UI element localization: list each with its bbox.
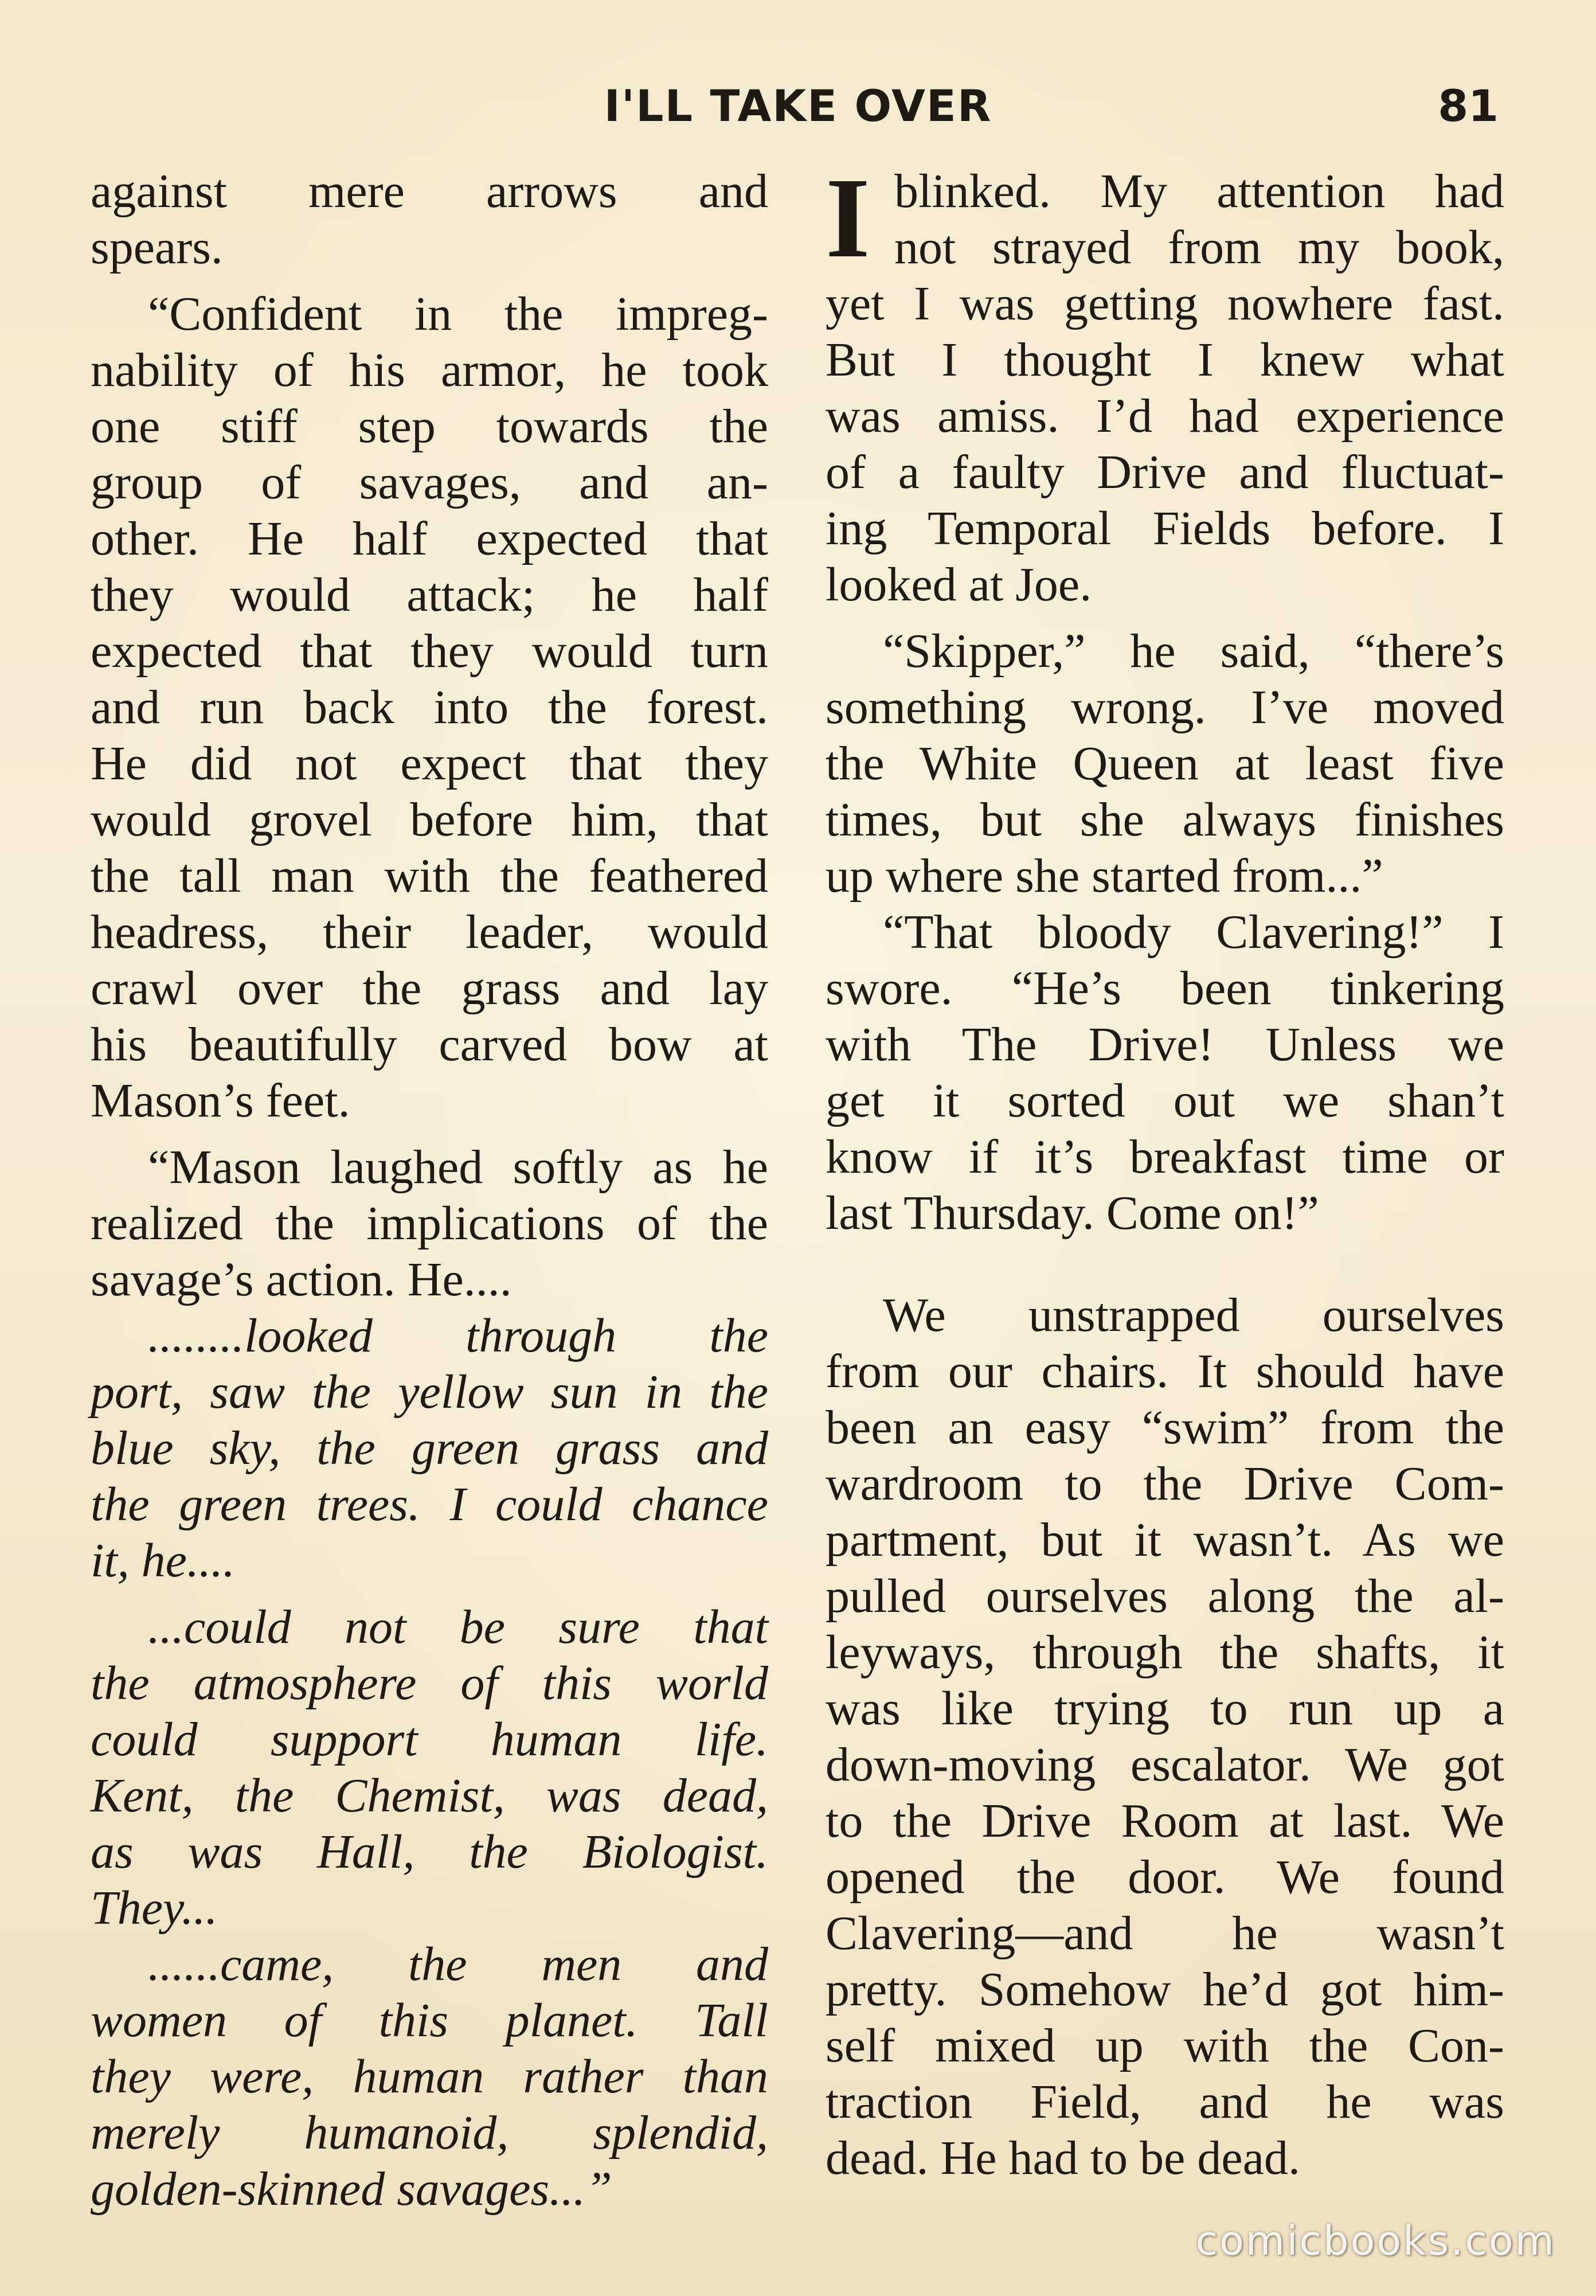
text-line: women of this planet. Tall [91,1994,768,2047]
text-line: opened the door. We found [826,1850,1504,1904]
text-line: But I thought I knew what [826,333,1504,386]
text-line: last Thursday. Come on!” [826,1186,1319,1240]
text-line: blue sky, the green grass and [91,1422,768,1475]
text-line: pretty. Somehow he’d got him- [826,1963,1504,2016]
text-line: savage’s action. He.... [91,1253,512,1306]
text-line: the tall man with the feathered [91,849,768,903]
text-line: they would attack; he half [91,568,768,622]
text-line: headress, their leader, would [91,905,768,959]
text-line: ...could not be sure that [148,1600,768,1654]
text-line: “Skipper,” he said, “there’s [883,624,1504,678]
text-line: group of savages, and an- [91,456,768,509]
text-line: “That bloody Clavering!” I [883,905,1504,959]
left-text-column [91,163,768,2217]
text-line: leyways, through the shafts, it [826,1626,1504,1679]
text-line: and run back into the forest. [91,681,768,734]
text-line: from our chairs. It should have [826,1345,1504,1398]
text-line: against mere arrows and [91,165,768,218]
text-line: one stiff step towards the [91,400,768,453]
text-line: ........looked through the [148,1309,768,1362]
text-line: something wrong. I’ve moved [826,681,1504,734]
text-line: pulled ourselves along the al- [826,1569,1504,1623]
text-line: They... [91,1881,218,1935]
text-line: other. He half expected that [91,512,768,565]
text-line: golden-skinned savages...” [91,2162,612,2216]
text-line: it, he.... [91,1534,235,1587]
text-line: yet I was getting nowhere fast. [826,277,1504,330]
text-line: “Mason laughed softly as he [148,1141,768,1194]
text-line: traction Field, and he was [826,2075,1504,2129]
page-number: 81 [1438,80,1499,131]
text-line: nability of his armor, he took [91,343,768,397]
text-line: looked at Joe. [826,558,1092,611]
text-line: get it sorted out we shan’t [826,1074,1504,1127]
text-line: port, saw the yellow sun in the [91,1365,768,1419]
text-line: up where she started from...” [826,849,1383,903]
text-line: times, but she always finishes [826,793,1504,846]
text-line: his beautifully carved bow at [91,1018,768,1071]
text-line: wardroom to the Drive Com- [826,1457,1504,1510]
text-line: blinked. My attention had [894,165,1504,218]
text-line: crawl over the grass and lay [91,962,768,1015]
text-line: expected that they would turn [91,624,768,678]
running-header-title: I'LL TAKE OVER [604,80,992,131]
text-line: Clavering—and he wasn’t [826,1907,1504,1960]
text-line: dead. He had to be dead. [826,2131,1300,2185]
text-line: of a faulty Drive and fluctuat- [826,446,1504,499]
text-line: know if it’s breakfast time or [826,1130,1504,1184]
text-line: to the Drive Room at last. We [826,1794,1504,1848]
text-line: the atmosphere of this world [91,1657,768,1710]
text-line: would grovel before him, that [91,793,768,846]
text-line: they were, human rather than [91,2050,768,2103]
text-line: with The Drive! Unless we [826,1018,1504,1071]
text-line: the green trees. I could chance [91,1478,768,1531]
drop-cap-paragraph [826,155,1504,282]
text-line: been an easy “swim” from the [826,1401,1504,1454]
text-line: He did not expect that they [91,737,768,790]
text-line: could support human life. [91,1713,768,1766]
drop-cap: I [826,155,870,282]
text-line: down-moving escalator. We got [826,1738,1504,1791]
text-line: ing Temporal Fields before. I [826,502,1504,555]
text-line: swore. “He’s been tinkering [826,962,1504,1015]
text-line: self mixed up with the Con- [826,2019,1504,2072]
text-line: not strayed from my book, [894,221,1504,274]
text-line: realized the implications of the [91,1197,768,1250]
text-line: was amiss. I’d had experience [826,389,1504,443]
text-line: as was Hall, the Biologist. [91,1825,768,1879]
text-line: Mason’s feet. [91,1074,350,1127]
text-line: We unstrapped ourselves [883,1288,1504,1342]
text-line: Kent, the Chemist, was dead, [91,1769,768,1822]
text-line: “Confident in the impreg- [148,287,768,341]
text-line: was like trying to run up a [826,1682,1504,1735]
text-line: ......came, the men and [148,1938,768,1991]
text-line: spears. [91,221,223,274]
text-line: merely humanoid, splendid, [91,2106,768,2160]
right-text-column [826,155,1504,2186]
text-line: the White Queen at least five [826,737,1504,790]
text-line: partment, but it wasn’t. As we [826,1513,1504,1567]
watermark-logo: comicbooks.com [1195,2217,1556,2264]
